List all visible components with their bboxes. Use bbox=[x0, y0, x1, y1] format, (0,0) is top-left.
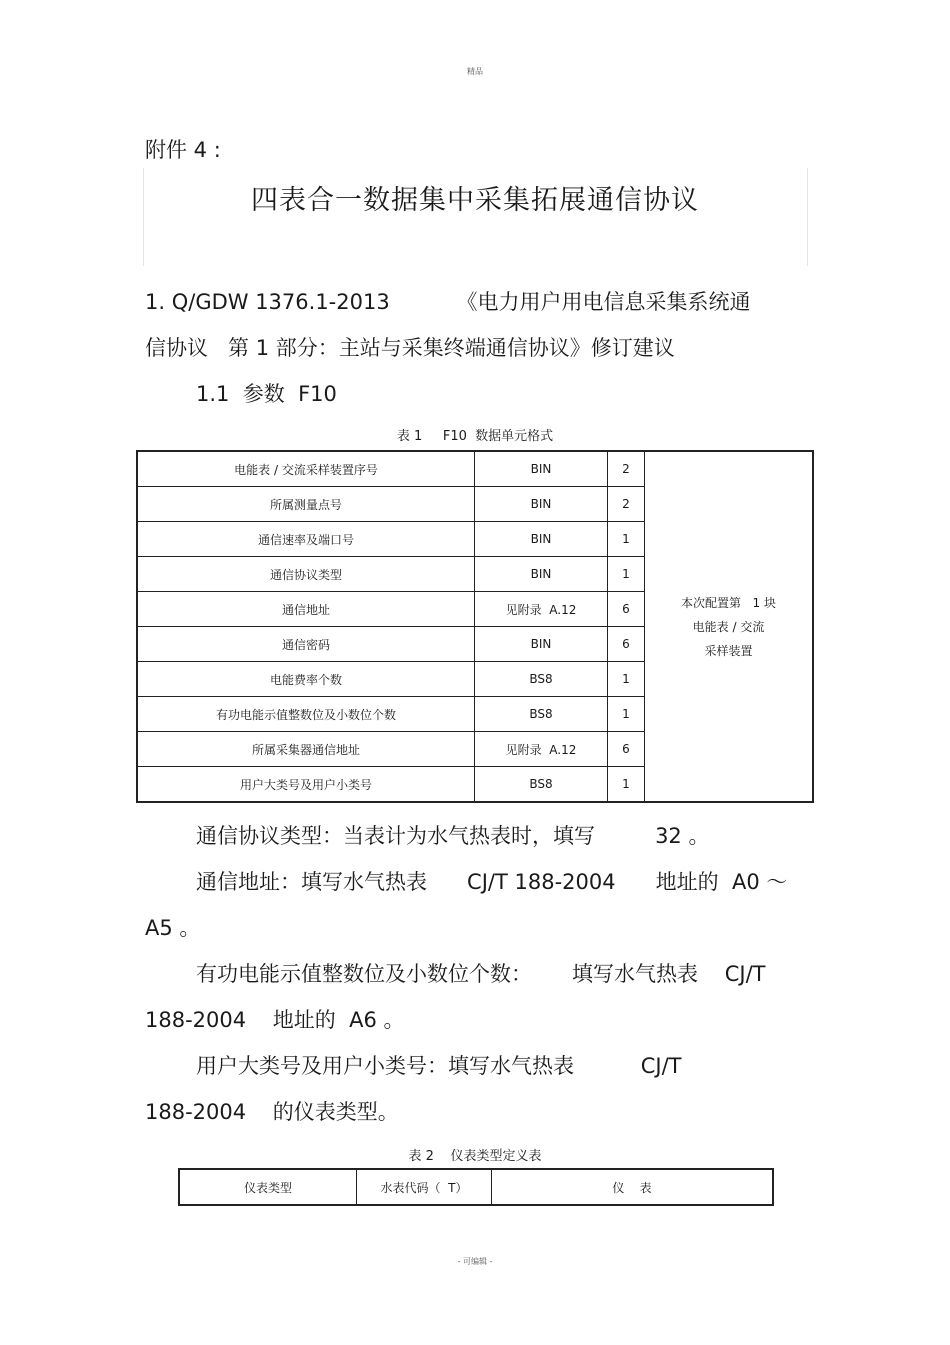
page-footer: - 可编辑 - bbox=[457, 1257, 493, 1266]
table-header-row bbox=[179, 1169, 773, 1205]
format-cell: 见附录 A.12 bbox=[475, 732, 608, 767]
format-cell: 见附录 A.12 bbox=[475, 592, 608, 627]
byte-count-cell: 1 bbox=[608, 557, 645, 592]
format-cell: BIN bbox=[475, 522, 608, 557]
meter-type-table bbox=[178, 1168, 774, 1206]
format-cell: BIN bbox=[475, 627, 608, 662]
section-1-heading-line-2: 信协议 第 1 部分：主站与采集终端通信协议》修订建议 bbox=[145, 336, 675, 360]
paragraph-protocol-type: 通信协议类型：当表计为水气热表时，填写 32 。 bbox=[196, 824, 710, 848]
format-cell: BIN bbox=[475, 487, 608, 522]
byte-count-cell: 6 bbox=[608, 592, 645, 627]
note-cell bbox=[645, 451, 814, 802]
paragraph-digits: 有功电能示值整数位及小数位个数： 填写水气热表 CJ/T bbox=[196, 962, 766, 986]
paragraph-user-class-cont: 188-2004 的仪表类型。 bbox=[145, 1100, 399, 1124]
byte-count-cell: 1 bbox=[608, 522, 645, 557]
field-name-cell: 有功电能示值整数位及小数位个数 bbox=[137, 697, 475, 732]
table-row bbox=[137, 451, 813, 487]
note-line: 电能表 / 交流 bbox=[692, 619, 765, 634]
field-name-cell: 通信速率及端口号 bbox=[137, 522, 475, 557]
field-name-cell: 用户大类号及用户小类号 bbox=[137, 767, 475, 803]
format-cell: BS8 bbox=[475, 697, 608, 732]
format-cell: BIN bbox=[475, 451, 608, 487]
paragraph-digits-cont: 188-2004 地址的 A6 。 bbox=[145, 1008, 405, 1032]
format-cell: BIN bbox=[475, 557, 608, 592]
field-name-cell: 通信地址 bbox=[137, 592, 475, 627]
byte-count-cell: 1 bbox=[608, 767, 645, 803]
byte-count-cell: 6 bbox=[608, 627, 645, 662]
field-name-cell: 通信密码 bbox=[137, 627, 475, 662]
table-2-caption: 表 2 仪表类型定义表 bbox=[408, 1149, 542, 1164]
byte-count-cell: 1 bbox=[608, 697, 645, 732]
page-header: 精品 bbox=[467, 67, 483, 76]
document-title: 四表合一数据集中采集拓展通信协议 bbox=[251, 185, 699, 216]
header-cell: 水表代码（ T） bbox=[357, 1169, 492, 1205]
field-name-cell: 所属采集器通信地址 bbox=[137, 732, 475, 767]
paragraph-comm-address: 通信地址：填写水气热表 CJ/T 188-2004 地址的 A0 ～ bbox=[196, 870, 788, 894]
byte-count-cell: 2 bbox=[608, 487, 645, 522]
byte-count-cell: 6 bbox=[608, 732, 645, 767]
format-cell: BS8 bbox=[475, 662, 608, 697]
paragraph-user-class: 用户大类号及用户小类号：填写水气热表 CJ/T bbox=[196, 1054, 682, 1078]
section-1-1-heading: 1.1 参数 F10 bbox=[196, 382, 337, 406]
table-1-caption: 表 1 F10 数据单元格式 bbox=[396, 429, 554, 444]
section-1-heading-line-1: 1. Q/GDW 1376.1-2013 《电力用户用电信息采集系统通 bbox=[145, 290, 751, 314]
format-cell: BS8 bbox=[475, 767, 608, 803]
header-cell: 仪表类型 bbox=[179, 1169, 357, 1205]
attachment-label: 附件 4 : bbox=[145, 138, 221, 162]
field-name-cell: 所属测量点号 bbox=[137, 487, 475, 522]
byte-count-cell: 2 bbox=[608, 451, 645, 487]
header-cell: 仪 表 bbox=[492, 1169, 774, 1205]
field-name-cell: 电能费率个数 bbox=[137, 662, 475, 697]
paragraph-comm-address-cont: A5 。 bbox=[145, 916, 201, 940]
field-name-cell: 通信协议类型 bbox=[137, 557, 475, 592]
f10-data-unit-table bbox=[136, 450, 814, 803]
note-line: 本次配置第 1 块 bbox=[681, 595, 776, 610]
note-line: 采样装置 bbox=[704, 643, 753, 658]
byte-count-cell: 1 bbox=[608, 662, 645, 697]
field-name-cell: 电能表 / 交流采样装置序号 bbox=[137, 451, 475, 487]
